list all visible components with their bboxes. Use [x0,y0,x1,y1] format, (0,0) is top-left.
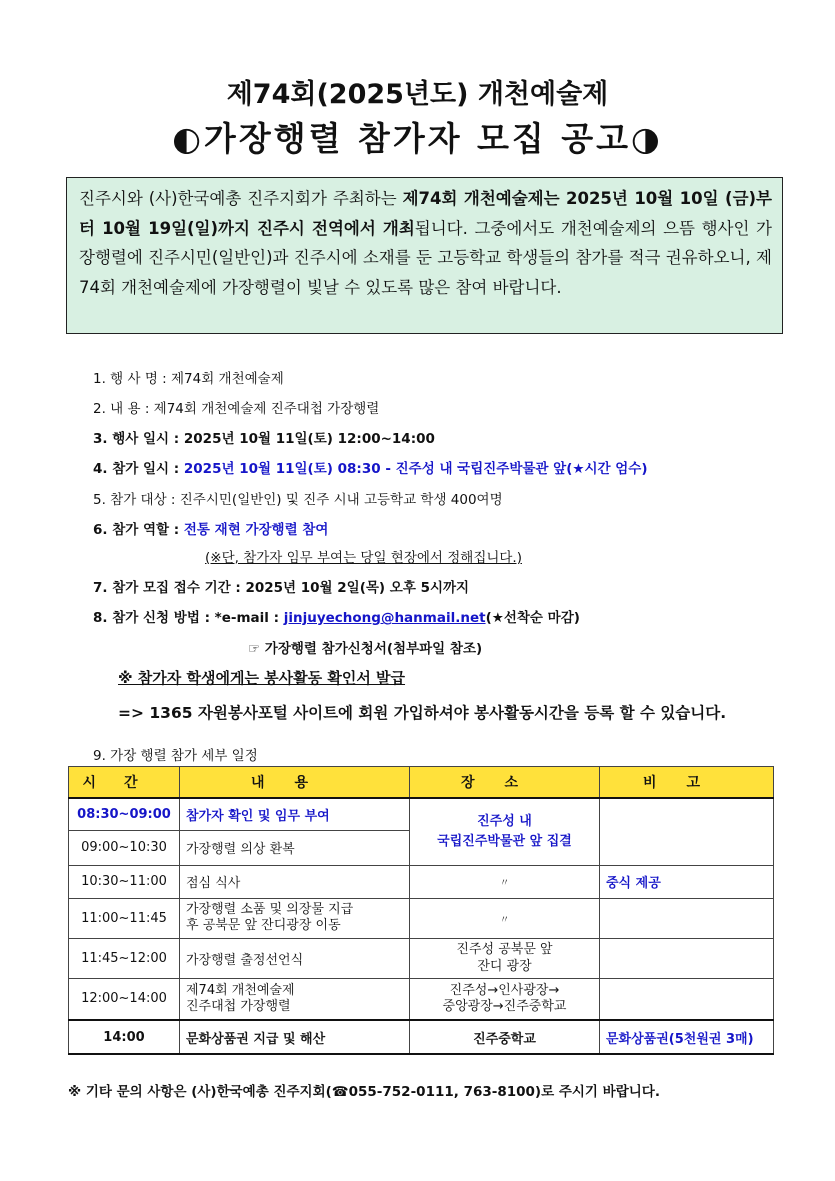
row-content: 참가자 확인 및 임무 부여 [180,798,410,830]
table-row [69,798,774,830]
item-4-value: 2025년 10월 11일(토) 08:30 - 진주성 내 국립진주박물관 앞(★시간 엄수) [183,461,648,477]
table-row [69,938,774,978]
row-time: 08:30~09:00 [69,798,180,830]
item-6 [93,518,328,538]
row-time: 09:00~10:30 [69,830,180,865]
row-place: 진주성 내 국립진주박물관 앞 집결 [410,798,600,865]
footer-contact: ※ 기타 문의 사항은 (사)한국예총 진주지회(☎055-752-0111, 763-8100)로 주시기 바랍니다. [68,1084,660,1100]
row-time: 11:00~11:45 [69,898,180,938]
header-content: 내용 [180,767,410,799]
schedule-title: 9. 가장 행렬 참가 세부 일정 [93,748,258,764]
row-place: 진주성→인사광장→ 중앙광장→진주중학교 [410,978,600,1020]
item-3: 3. 행사 일시 : 2025년 10월 11일(토) 12:00~14:00 [93,431,435,447]
table-header-row [69,767,774,799]
row-content: 가장행렬 소품 및 의장물 지급 후 공북문 앞 잔디광장 이동 [180,898,410,938]
item-5: 5. 참가 대상 : 진주시민(일반인) 및 진주 시내 고등학교 학생 400여명 [93,492,503,508]
row-note [600,938,774,978]
intro-bold: 제74회 개천예술제는 2025년 10월 10일 (금)부터 10월 19일(일)까지 진주시 전역에서 개최 [79,189,772,238]
item-6-label: 6. 참가 역할 : [93,522,184,538]
volunteer-register-note: => 1365 자원봉사포털 사이트에 회원 가입하셔야 봉사활동시간을 등록 할 수 있습니다. [118,704,727,722]
row-time: 11:45~12:00 [69,938,180,978]
intro-box [66,177,783,334]
row-note: 중식 제공 [600,865,774,898]
title-line1: 제74회(2025년도) 개천예술제 [226,79,609,110]
table-row [69,865,774,898]
table-row [69,1020,774,1054]
table-row [69,898,774,938]
email-link[interactable]: jinjuyechong@hanmail.net [283,610,486,626]
row-content: 제74회 개천예술제 진주대첩 가장행렬 [180,978,410,1020]
volunteer-note [118,667,405,688]
row-note: 문화상품권(5천원권 3매) [600,1020,774,1054]
header-time: 시간 [69,767,180,799]
title-line2: ◐가장행렬 참가자 모집 공고◑ [172,119,663,158]
row-place: 〃 [410,865,600,898]
table-row [69,978,774,1020]
row-time: 12:00~14:00 [69,978,180,1020]
header-note: 비고 [600,767,774,799]
row-place: 진주중학교 [410,1020,600,1054]
item-8-label: 8. 참가 신청 방법 : *e-mail : [93,610,284,626]
item-8-tail: (★선착순 마감) [485,610,580,626]
row-content: 가장행렬 출정선언식 [180,938,410,978]
item-4-label: 4. 참가 일시 : [93,461,184,477]
item-2: 2. 내 용 : 제74회 개천예술제 진주대첩 가장행렬 [93,401,380,417]
item-6-note: (※단, 참가자 임무 부여는 당일 현장에서 정해집니다.) [205,550,522,566]
volunteer-note-text: ※ 참가자 학생에게는 봉사활동 확인서 발급 [118,669,406,687]
row-content: 가장행렬 의상 환복 [180,830,410,865]
application-form-note: ☞ 가장행렬 참가신청서(첨부파일 참조) [248,641,483,657]
intro-text-1: 진주시와 (사)한국예총 진주지회가 주최하는 [79,189,403,208]
item-1: 1. 행 사 명 : 제74회 개천예술제 [93,371,284,387]
row-note [600,798,774,865]
intro-text-2: 됩니다. 그중에서도 개천예술제의 으뜸 행사인 가장행렬에 진주시민(일반인)과 진주시에 소재를 둔 고등학교 학생들의 참가를 적극 권유하오니, 제74회 개천예술제에 가장행렬이 빛날 수 있도록 많은 참여 바랍니다. [79,218,772,297]
header-place: 장소 [410,767,600,799]
row-place: 〃 [410,898,600,938]
item-6-value: 전통 재현 가장행렬 참여 [183,522,329,538]
item-4 [93,457,648,477]
row-place: 진주성 공북문 앞 잔디 광장 [410,938,600,978]
row-time: 10:30~11:00 [69,865,180,898]
schedule-table [68,766,774,1055]
row-content: 문화상품권 지급 및 해산 [180,1020,410,1054]
row-time: 14:00 [69,1020,180,1054]
item-7: 7. 참가 모집 접수 기간 : 2025년 10월 2일(목) 오후 5시까지 [93,580,470,596]
row-note [600,898,774,938]
row-content: 점심 식사 [180,865,410,898]
item-8 [93,606,580,626]
row-note [600,978,774,1020]
